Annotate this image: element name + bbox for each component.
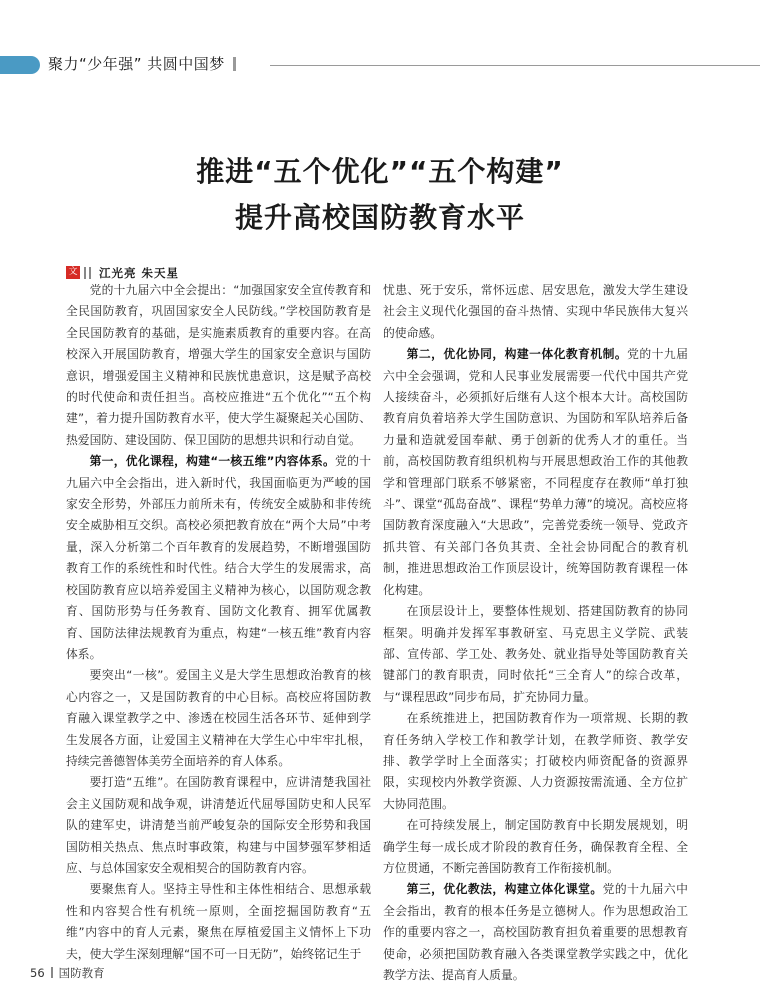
paragraph-intro: 党的十九届六中全会提出：“加强国家安全宣传教育和全民国防教育，巩固国家安全人民防线。”学校国防教育是全民国防教育的基础，是实施素质教育的重要内容。在高校深入开展国防教育，增强大学生的国家安全意识与国防意识，增强爱国主义精神和民族忧患意识，这是赋予高校的时代使命和责任担当。高校应推进“五个优化”“五个构建”，着力提升国防教育水平，使大学生凝聚起关心国防、热爱国防、建设国防、保卫国防的思想共识和行动自觉。 — [66, 283, 371, 447]
paragraph-section-1 — [66, 451, 371, 665]
section-3-body: 党的十九届六中全会指出，教育的根本任务是立德树人。作为思想政治工作的重要内容之一，高校国防教育担负着重要的思想教育使命，必须把国防教育融入各类课堂教学实践之中，优化教学方法、提高育人质量。 — [383, 882, 688, 982]
header-rule — [270, 65, 760, 66]
page-number: 56 — [30, 966, 45, 980]
paragraph-education-focus: 要聚焦育人。坚持主导性和主体性相结合、思想承载性和内容契合性有机统一原则，全面挖掘国防教育“五维”内容中的育人元素，聚焦在厚植爱国主义情怀上下功夫，使大学生深刻理解“国不可一日无防”，始终铭记生于 — [66, 882, 371, 961]
section-1-heading: 第一，优化课程，构建“一核五维”内容体系。 — [89, 454, 336, 469]
section-1-body: 党的十九届六中全会指出，进入新时代，我国面临更为严峻的国家安全形势，外部压力前所未有，传统安全威胁和非传统安全威胁相互交织。高校必须把教育放在“两个大局”中考量，深入分析第二个百年教育的发展趋势，不断增强国防教育工作的系统性和时代性。结合大学生的发展需求，高校国防教育应以培养爱国主义精神为核心，以国防观念教育、国防形势与任务教育、国防文化教育、拥军优属教育、国防法律法规教育为重点，构建“一核五维”教育内容体系。 — [66, 454, 371, 661]
journal-name: 国防教育 — [58, 966, 105, 980]
section-title-divider — [233, 57, 236, 71]
section-2-body: 党的十九届六中全会强调，党和人民事业发展需要一代代中国共产党人接续奋斗，必须抓好后继有人这个根本大计。高校国防教育肩负着培养大学生国防意识、为国防和军队培养后备力量和造就爱国奉献、勇于创新的优秀人才的重任。当前，高校国防教育组织机构与开展思想政治工作的其他教学和管理部门联系不够紧密，不同程度存在教师“单打独斗”、课堂“孤岛奋战”、课程“势单力薄”的境况。高校应将国防教育深度融入“大思政”，完善党委统一领导、党政齐抓共管、有关部门各负其责、全社会协同配合的教育机制，推进思想政治工作顶层设计，统筹国防教育课程一体化构建。 — [383, 347, 688, 597]
paragraph-sustainable: 在可持续发展上，制定国防教育中长期发展规划，明确学生每一成长成才阶段的教育任务，确保教育全程、全方位贯通，不断完善国防教育工作衔接机制。 — [383, 818, 688, 875]
footer-divider — [51, 967, 53, 978]
author-byline — [66, 262, 180, 280]
paragraph-top-design: 在顶层设计上，要整体性规划、搭建国防教育的协同框架。明确并发挥军事教研室、马克思主义学院、武装部、宣传部、学工处、教务处、就业指导处等国防教育关键部门的教育职责，同时依托“三全育人”的综合改革，与“课程思政”同步布局，扩充协同力量。 — [383, 604, 688, 704]
paragraph-systematic: 在系统推进上，把国防教育作为一项常规、长期的教育任务纳入学校工作和教学计划，在教学师资、教学安排、教学学时上全面落实；打破校内师资配备的资源界限，实现校内外教学资源、人力资源按需流通、全方位扩大协同范围。 — [383, 711, 688, 811]
right-column — [383, 280, 688, 986]
section-tab-marker — [0, 56, 40, 74]
article-title-line-1: 推进“五个优化”“五个构建” — [196, 155, 564, 188]
page-footer — [30, 965, 105, 981]
section-title — [48, 53, 236, 74]
section-title-text: 聚力“少年强” 共圆中国梦 — [48, 55, 225, 73]
section-3-heading: 第三，优化教法，构建立体化课堂。 — [406, 882, 603, 897]
byline-divider — [89, 267, 91, 279]
byline-divider — [84, 267, 86, 279]
author-names: 江光亮 朱天星 — [99, 265, 180, 280]
section-2-heading: 第二，优化协同，构建一体化教育机制。 — [406, 347, 628, 362]
paragraph-continued: 忧患、死于安乐，常怀远虑、居安思危，激发大学生建设社会主义现代化强国的奋斗热情、实现中华民族伟大复兴的使命感。 — [383, 283, 688, 340]
article-text-icon: 文 — [66, 266, 80, 279]
paragraph-section-2 — [383, 344, 688, 601]
paragraph-section-3 — [383, 879, 688, 986]
paragraph-core: 要突出“一核”。爱国主义是大学生思想政治教育的核心内容之一，又是国防教育的中心目标。高校应将国防教育融入课堂教学之中、渗透在校园生活各环节、延伸到学生发展各方面，让爱国主义精神在大学生心中牢牢扎根，持续完善德智体美劳全面培养的育人体系。 — [66, 668, 371, 768]
left-column — [66, 280, 371, 965]
paragraph-five-dimensions: 要打造“五维”。在国防教育课程中，应讲清楚我国社会主义国防观和战争观，讲清楚近代屈辱国防史和人民军队的建军史，讲清楚当前严峻复杂的国际安全形势和我国国防相关热点、焦点时事政策，构建与中国梦强军梦相适应、与总体国家安全观相契合的国防教育内容。 — [66, 775, 371, 875]
article-title-line-2: 提升高校国防教育水平 — [234, 201, 525, 234]
